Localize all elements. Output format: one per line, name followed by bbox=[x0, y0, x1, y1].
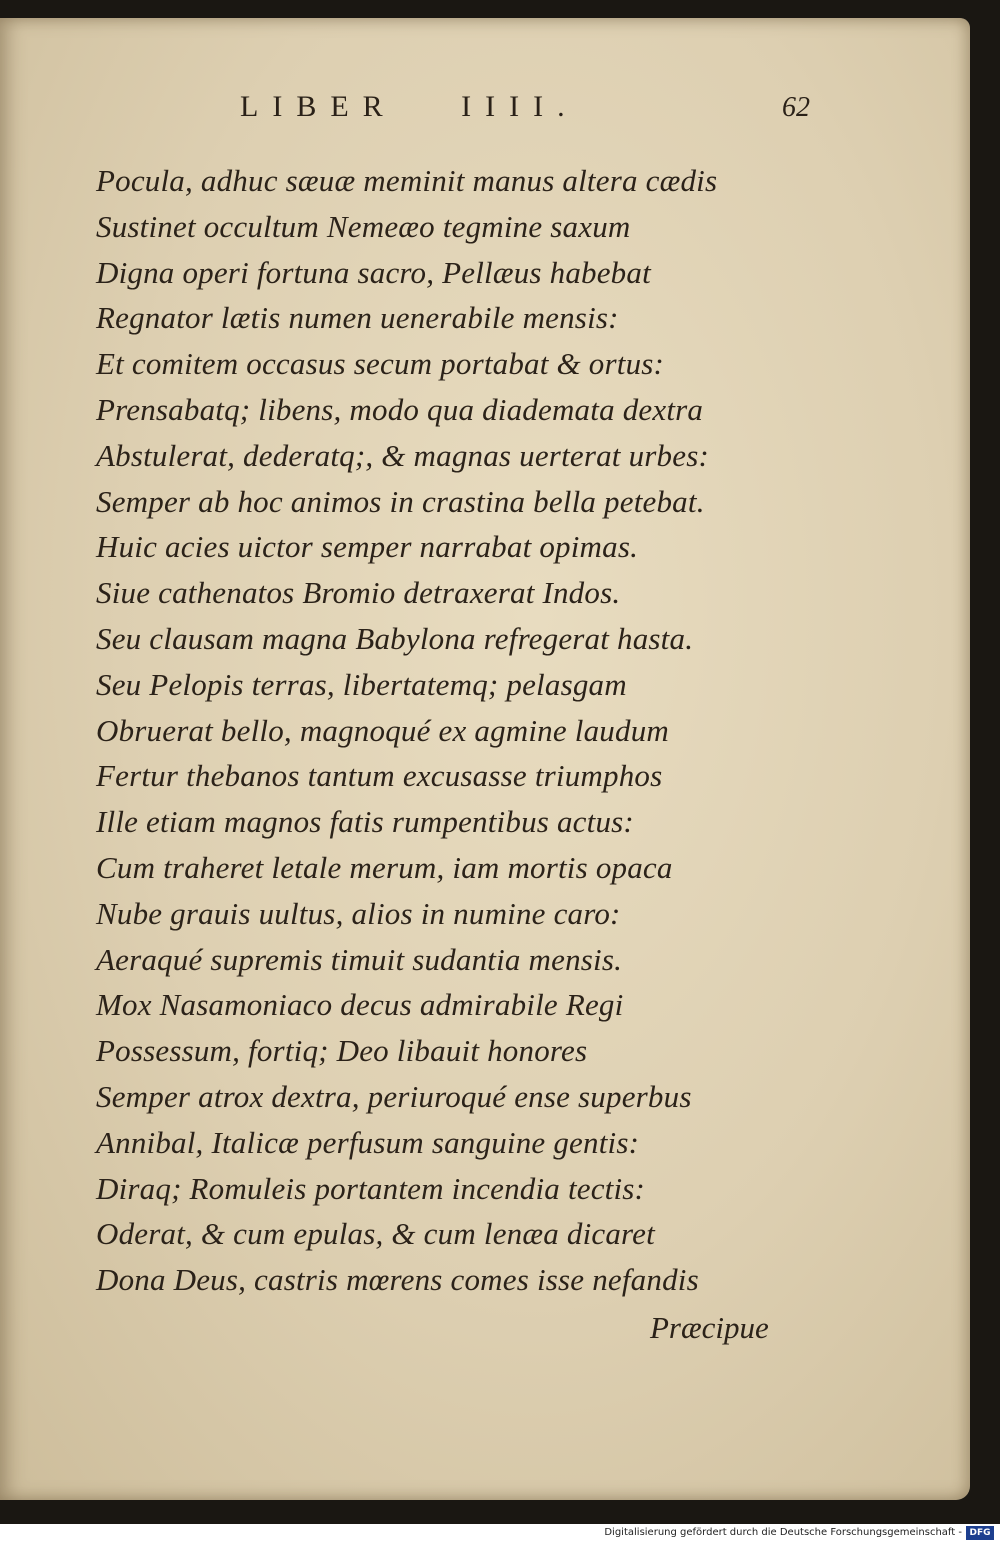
verse-block bbox=[96, 158, 816, 1303]
credit-bar bbox=[0, 1524, 1000, 1544]
verse-line: Semper atrox dextra, periuroqué ense superbus bbox=[96, 1078, 692, 1114]
book-page bbox=[0, 18, 970, 1500]
verse-line: Semper ab hoc animos in crastina bella petebat. bbox=[96, 483, 705, 519]
catchword: Præcipue bbox=[650, 1310, 769, 1345]
verse-line: Ille etiam magnos fatis rumpentibus actus: bbox=[96, 804, 634, 840]
verse-line: Cum traheret letale merum, iam mortis opaca bbox=[96, 849, 673, 885]
verse-line: Pocula, adhuc sæuæ meminit manus altera cædis bbox=[96, 163, 718, 198]
verse-line: Abstulerat, dederatq;, & magnas uerterat urbes: bbox=[96, 437, 709, 473]
verse-line: Sustinet occultum Nemeæo tegmine saxum bbox=[96, 208, 631, 244]
verse-line: Nube grauis uultus, alios in numine caro: bbox=[96, 895, 621, 931]
verse-line: Dona Deus, castris mœrens comes isse nefandis bbox=[96, 1262, 699, 1298]
running-head bbox=[240, 90, 810, 134]
verse-line: Diraq; Romuleis portantem incendia tectis: bbox=[96, 1170, 646, 1206]
verse-line: Prensabatq; libens, modo qua diademata dextra bbox=[96, 391, 704, 427]
verse-line: Siue cathenatos Bromio detraxerat Indos. bbox=[96, 575, 621, 611]
verse-line: Fertur thebanos tantum excusasse triumphos bbox=[96, 758, 663, 794]
verse-line: Annibal, Italicæ perfusum sanguine gentis: bbox=[96, 1124, 640, 1160]
verse-line: Huic acies uictor semper narrabat opimas. bbox=[96, 529, 639, 565]
verse-line: Digna operi fortuna sacro, Pellæus habebat bbox=[96, 254, 651, 290]
verse-line: Possessum, fortiq; Deo libauit honores bbox=[96, 1033, 588, 1069]
verse-line: Et comitem occasus secum portabat & ortus: bbox=[96, 346, 665, 382]
verse-line: Obruerat bello, magnoqué ex agmine laudum bbox=[96, 712, 669, 748]
verse-line: Seu clausam magna Babylona refregerat hasta. bbox=[96, 620, 694, 656]
verse-line: Aeraqué supremis timuit sudantia mensis. bbox=[96, 941, 623, 977]
verse-line: Oderat, & cum epulas, & cum lenæa dicaret bbox=[96, 1216, 655, 1252]
page-number: 62 bbox=[782, 92, 810, 123]
dfg-logo-icon: DFG bbox=[966, 1526, 994, 1540]
verse-line: Mox Nasamoniaco decus admirabile Regi bbox=[96, 987, 624, 1023]
funding-credit: Digitalisierung gefördert durch die Deutsche Forschungsgemeinschaft - bbox=[604, 1527, 962, 1538]
page-title: LIBER IIII. bbox=[240, 90, 579, 123]
verse-line: Seu Pelopis terras, libertatemq; pelasgam bbox=[96, 666, 627, 702]
verse-line: Regnator lætis numen uenerabile mensis: bbox=[96, 300, 619, 336]
